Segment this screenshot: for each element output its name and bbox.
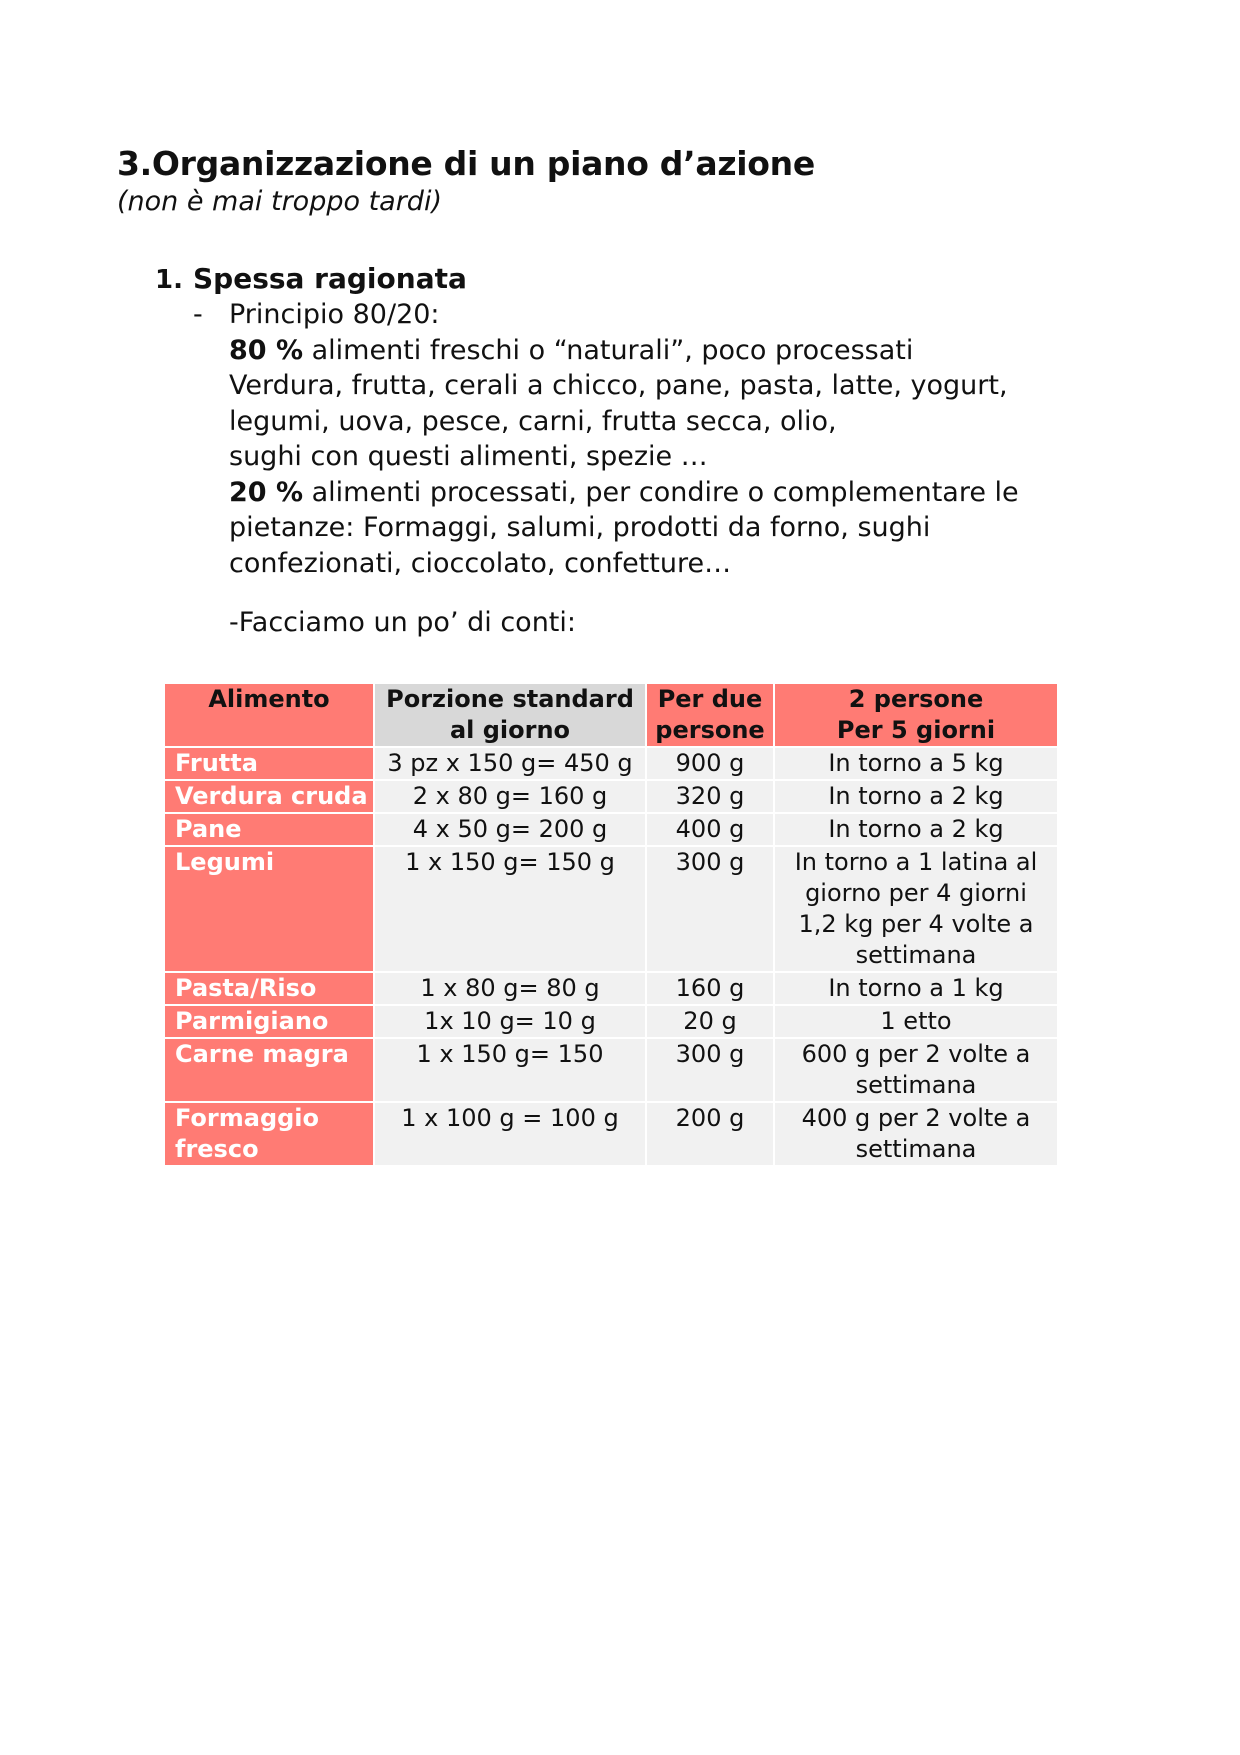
cell-per-due: 900 g (646, 747, 774, 780)
line-20 (229, 475, 1099, 511)
list-dash: - (193, 299, 203, 330)
cell-per-due: 300 g (646, 1038, 774, 1102)
line-20-text: alimenti processati, per condire o complementare le (303, 476, 1019, 508)
principle-label: Principio 80/20: (229, 299, 440, 330)
header-per-due: Per due persone (646, 683, 774, 747)
cell-porzione: 3 pz x 150 g= 450 g (374, 747, 646, 780)
cell-cinque-giorni: 400 g per 2 volte a settimana (774, 1102, 1058, 1166)
cell-food: Formaggio fresco (164, 1102, 374, 1166)
table-row (164, 1005, 1058, 1038)
cell-per-due: 320 g (646, 780, 774, 813)
line-80-percent: 80 % (229, 334, 304, 366)
line-20-items-1: pietanze: Formaggi, salumi, prodotti da forno, sughi (229, 512, 931, 543)
cell-porzione: 4 x 50 g= 200 g (374, 813, 646, 846)
cell-per-due: 160 g (646, 972, 774, 1005)
cell-per-due: 400 g (646, 813, 774, 846)
header-alimento: Alimento (164, 683, 374, 747)
table-body (164, 747, 1058, 1166)
line-20-percent: 20 % (229, 476, 304, 508)
cell-porzione: 1 x 150 g= 150 (374, 1038, 646, 1102)
line-20-items-2: confezionati, cioccolato, confetture… (229, 547, 732, 579)
cell-porzione: 1 x 100 g = 100 g (374, 1102, 646, 1166)
table-row (164, 1038, 1058, 1102)
cell-cinque-giorni: In torno a 5 kg (774, 747, 1058, 780)
cell-food: Verdura cruda (164, 780, 374, 813)
section-number: 1. (155, 265, 183, 295)
cell-cinque-giorni: 600 g per 2 volte a settimana (774, 1038, 1058, 1102)
table-row (164, 846, 1058, 972)
cell-per-due: 200 g (646, 1102, 774, 1166)
line-80-items-2: legumi, uova, pesce, carni, frutta secca, olio, (229, 405, 837, 437)
table-row (164, 780, 1058, 813)
section-heading (155, 262, 467, 295)
section-title: Spessa ragionata (193, 262, 467, 295)
quantities-table (163, 682, 1059, 1167)
cell-cinque-giorni: In torno a 1 latina al giorno per 4 giorni 1,2 kg per 4 volte a settimana (774, 846, 1058, 972)
cell-cinque-giorni: In torno a 1 kg (774, 972, 1058, 1005)
table-header-row (164, 683, 1058, 747)
cell-porzione: 1 x 150 g= 150 g (374, 846, 646, 972)
cell-food: Pasta/Riso (164, 972, 374, 1005)
page-subtitle: (non è mai troppo tardi) (117, 186, 442, 217)
cell-food: Frutta (164, 747, 374, 780)
cell-per-due: 20 g (646, 1005, 774, 1038)
table-row (164, 972, 1058, 1005)
table-row (164, 1102, 1058, 1166)
table-row (164, 813, 1058, 846)
header-cinque-giorni: 2 persone Per 5 giorni (774, 683, 1058, 747)
line-80 (229, 333, 1099, 369)
line-80-items-3: sughi con questi alimenti, spezie … (229, 441, 708, 472)
cell-porzione: 2 x 80 g= 160 g (374, 780, 646, 813)
header-porzione: Porzione standard al giorno (374, 683, 646, 747)
page-title: 3.Organizzazione di un piano d’azione (117, 144, 815, 183)
cell-cinque-giorni: In torno a 2 kg (774, 780, 1058, 813)
cell-food: Parmigiano (164, 1005, 374, 1038)
table-row (164, 747, 1058, 780)
cell-food: Legumi (164, 846, 374, 972)
cell-porzione: 1 x 80 g= 80 g (374, 972, 646, 1005)
cell-cinque-giorni: In torno a 2 kg (774, 813, 1058, 846)
line-80-items-1: Verdura, frutta, cerali a chicco, pane, pasta, latte, yogurt, (229, 370, 1008, 401)
cell-porzione: 1x 10 g= 10 g (374, 1005, 646, 1038)
cell-food: Carne magra (164, 1038, 374, 1102)
cell-per-due: 300 g (646, 846, 774, 972)
principle-block (229, 297, 1099, 581)
line-80-text: alimenti freschi o “naturali”, poco processati (303, 334, 914, 366)
cell-cinque-giorni: 1 etto (774, 1005, 1058, 1038)
conti-line: -Facciamo un po’ di conti: (229, 607, 576, 638)
cell-food: Pane (164, 813, 374, 846)
